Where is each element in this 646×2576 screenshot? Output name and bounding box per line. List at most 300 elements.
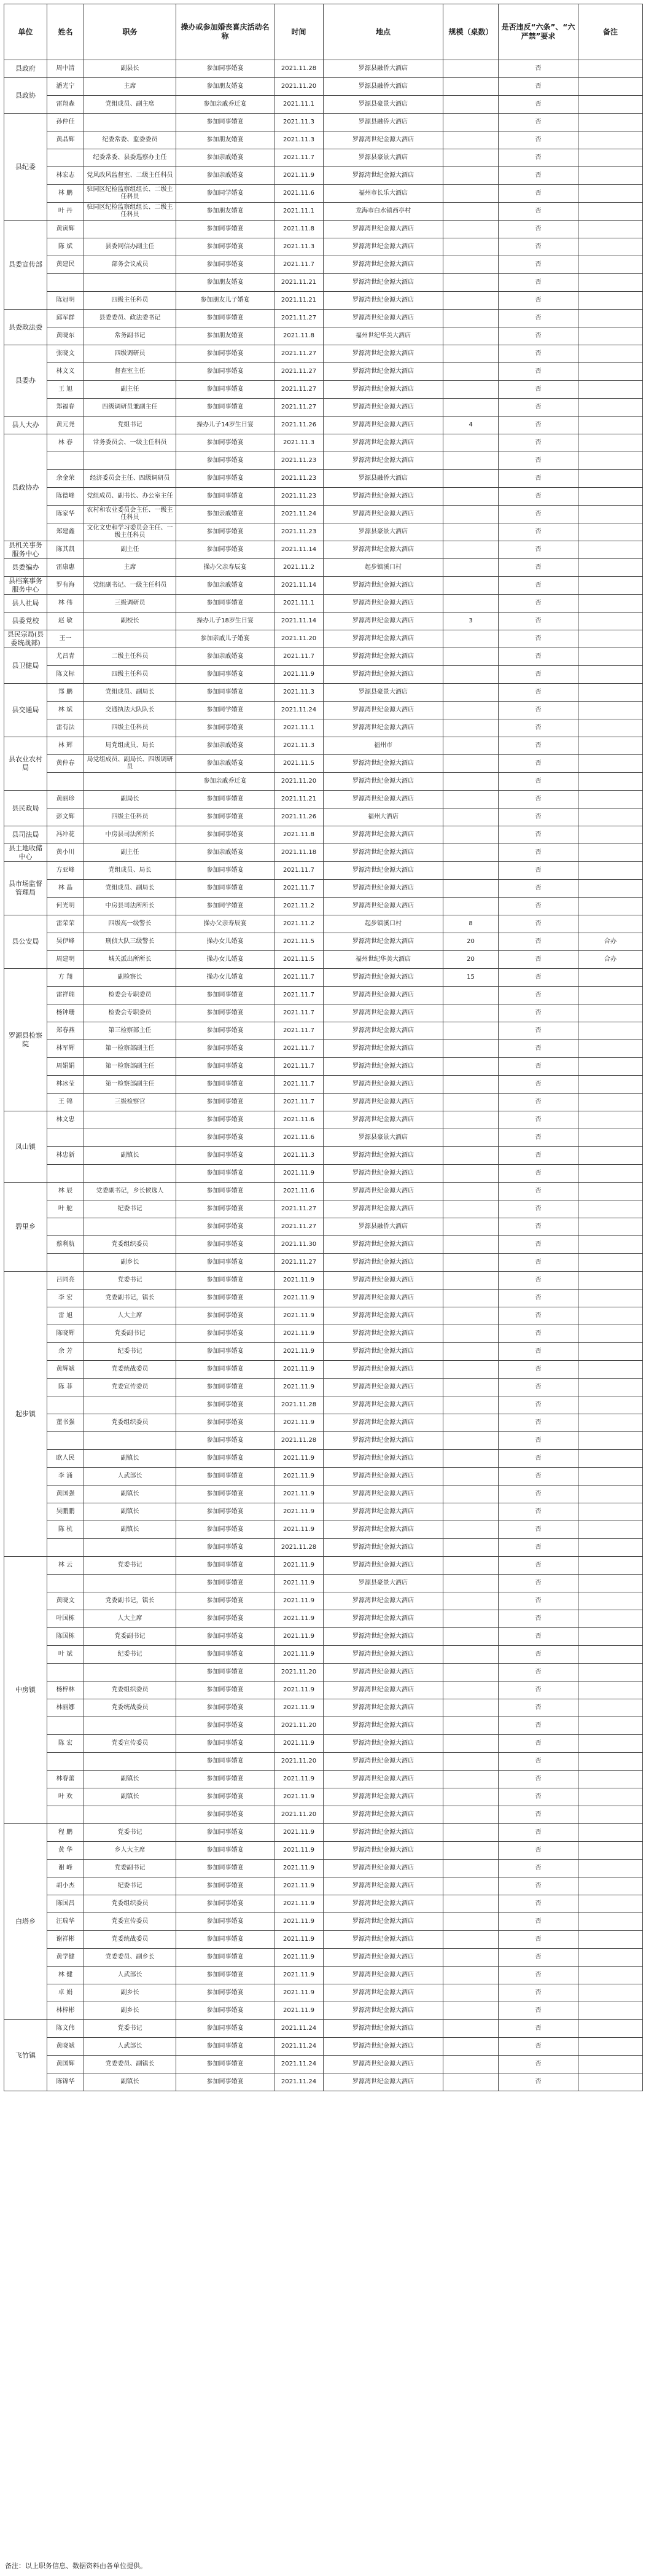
- cell-scale: [443, 1806, 499, 1824]
- cell-remark: [578, 221, 643, 238]
- cell-name: 余 芳: [47, 1343, 84, 1361]
- cell-violation: 否: [499, 1681, 578, 1699]
- cell-violation: 否: [499, 381, 578, 399]
- cell-time: 2021.11.9: [274, 1877, 324, 1895]
- cell-scale: [443, 826, 499, 844]
- cell-time: 2021.11.7: [274, 1004, 324, 1022]
- table-row: [4, 915, 643, 933]
- cell-scale: [443, 1111, 499, 1129]
- cell-place: 罗源湾世纪金源大酒店: [324, 1824, 443, 1842]
- cell-place: 罗源县融侨大酒店: [324, 470, 443, 488]
- cell-time: 2021.11.6: [274, 1111, 324, 1129]
- cell-scale: [443, 1129, 499, 1147]
- cell-scale: [443, 78, 499, 96]
- cell-time: 2021.11.24: [274, 2056, 324, 2073]
- cell-activity: 参加同事婚宴: [176, 1557, 274, 1575]
- cell-remark: [578, 185, 643, 203]
- cell-violation: 否: [499, 149, 578, 167]
- table-row: [4, 1931, 643, 1949]
- cell-position: [84, 452, 176, 470]
- cell-place: 罗源湾世纪金源大酒店: [324, 399, 443, 417]
- cell-remark: [578, 1379, 643, 1396]
- table-row: [4, 1521, 643, 1539]
- cell-time: 2021.11.26: [274, 417, 324, 434]
- cell-violation: 否: [499, 1949, 578, 1967]
- cell-violation: 否: [499, 1895, 578, 1913]
- cell-remark: [578, 417, 643, 434]
- table-row: [4, 1681, 643, 1699]
- table-row: [4, 1788, 643, 1806]
- cell-time: 2021.11.9: [274, 1307, 324, 1325]
- cell-remark: [578, 1254, 643, 1272]
- cell-activity: 参加同事婚宴: [176, 1610, 274, 1628]
- cell-violation: 否: [499, 452, 578, 470]
- cell-position: 党委书记: [84, 1824, 176, 1842]
- cell-time: 2021.11.8: [274, 826, 324, 844]
- table-row: [4, 1414, 643, 1432]
- cell-place: 罗源湾世纪金源大酒店: [324, 773, 443, 791]
- cell-remark: [578, 987, 643, 1004]
- cell-time: 2021.11.7: [274, 1058, 324, 1076]
- cell-violation: 否: [499, 114, 578, 131]
- cell-scale: [443, 185, 499, 203]
- cell-name: 林 斌: [47, 702, 84, 719]
- cell-place: 罗源湾世纪金源大酒店: [324, 1396, 443, 1414]
- cell-scale: [443, 1468, 499, 1486]
- cell-name: 黄晓文: [47, 1592, 84, 1610]
- cell-place: 福州市长乐大酒店: [324, 185, 443, 203]
- cell-scale: [443, 1877, 499, 1895]
- cell-place: 罗源湾世纪金源大酒店: [324, 719, 443, 737]
- table-row: [4, 1753, 643, 1771]
- cell-time: 2021.11.7: [274, 862, 324, 880]
- cell-place: 罗源湾世纪金源大酒店: [324, 1503, 443, 1521]
- cell-activity: 参加同事婚宴: [176, 1806, 274, 1824]
- cell-activity: 参加同事婚宴: [176, 256, 274, 274]
- cell-scale: [443, 488, 499, 506]
- cell-position: 人武部长: [84, 1967, 176, 1984]
- cell-place: 罗源湾世纪金源大酒店: [324, 630, 443, 648]
- cell-scale: [443, 577, 499, 595]
- cell-activity: 参加亲戚婚宴: [176, 755, 274, 773]
- table-row: [4, 684, 643, 702]
- cell-name: 罗有海: [47, 577, 84, 595]
- cell-activity: 参加同事婚宴: [176, 666, 274, 684]
- cell-remark: [578, 60, 643, 78]
- cell-scale: [443, 1753, 499, 1771]
- table-row: [4, 1058, 643, 1076]
- cell-violation: 否: [499, 1058, 578, 1076]
- cell-place: 罗源湾世纪金源大酒店: [324, 1842, 443, 1860]
- table-row: [4, 256, 643, 274]
- table-row: [4, 969, 643, 987]
- col-header-violation: 是否违反“六条”、“六严禁”要求: [499, 4, 578, 60]
- cell-name: 王 旭: [47, 381, 84, 399]
- cell-scale: [443, 1432, 499, 1450]
- cell-scale: [443, 238, 499, 256]
- cell-remark: [578, 203, 643, 221]
- cell-name: 谢 峰: [47, 1860, 84, 1877]
- cell-activity: 参加亲戚乔迁宴: [176, 773, 274, 791]
- cell-violation: 否: [499, 1450, 578, 1468]
- cell-remark: [578, 1681, 643, 1699]
- table-row: [4, 1913, 643, 1931]
- cell-place: 罗源湾世纪金源大酒店: [324, 1111, 443, 1129]
- cell-time: 2021.11.8: [274, 327, 324, 345]
- cell-scale: [443, 1575, 499, 1592]
- cell-time: 2021.11.5: [274, 951, 324, 969]
- cell-violation: 否: [499, 1147, 578, 1165]
- cell-remark: [578, 1664, 643, 1681]
- cell-activity: 参加同事婚宴: [176, 60, 274, 78]
- cell-violation: 否: [499, 844, 578, 862]
- cell-remark: [578, 1218, 643, 1236]
- table-row: [4, 1165, 643, 1183]
- table-row: [4, 1307, 643, 1325]
- cell-remark: [578, 791, 643, 808]
- cell-place: 罗源湾世纪金源大酒店: [324, 434, 443, 452]
- cell-remark: [578, 131, 643, 149]
- cell-violation: 否: [499, 987, 578, 1004]
- cell-place: 罗源湾世纪金源大酒店: [324, 506, 443, 523]
- cell-violation: 否: [499, 292, 578, 310]
- cell-violation: 否: [499, 880, 578, 898]
- cell-time: 2021.11.9: [274, 1557, 324, 1575]
- cell-name: 陈晓辉: [47, 1325, 84, 1343]
- cell-time: 2021.11.23: [274, 470, 324, 488]
- cell-place: 罗源湾世纪金源大酒店: [324, 1290, 443, 1307]
- cell-remark: [578, 1967, 643, 1984]
- cell-time: 2021.11.20: [274, 78, 324, 96]
- cell-violation: 否: [499, 898, 578, 915]
- cell-name: 黄国强: [47, 1486, 84, 1503]
- cell-unit: 飞竹镇: [4, 2020, 47, 2091]
- cell-activity: 参加朋友婚宴: [176, 78, 274, 96]
- cell-remark: [578, 2002, 643, 2020]
- cell-remark: [578, 1004, 643, 1022]
- table-row: [4, 791, 643, 808]
- cell-position: 三级检察官: [84, 1094, 176, 1111]
- cell-activity: 操办父亲寿辰宴: [176, 559, 274, 577]
- cell-name: [47, 1664, 84, 1681]
- cell-activity: 参加同事婚宴: [176, 363, 274, 381]
- cell-remark: [578, 773, 643, 791]
- cell-place: 罗源湾世纪金源大酒店: [324, 1307, 443, 1325]
- cell-scale: [443, 648, 499, 666]
- cell-position: 副校长: [84, 613, 176, 630]
- cell-remark: [578, 1860, 643, 1877]
- cell-place: 罗源湾世纪金源大酒店: [324, 1895, 443, 1913]
- cell-name: [47, 1753, 84, 1771]
- cell-place: 罗源湾世纪金源大酒店: [324, 1094, 443, 1111]
- cell-activity: 参加同事婚宴: [176, 381, 274, 399]
- cell-remark: [578, 1147, 643, 1165]
- cell-activity: 参加同事婚宴: [176, 1860, 274, 1877]
- cell-violation: 否: [499, 559, 578, 577]
- cell-name: 黄晓斌: [47, 2038, 84, 2056]
- cell-activity: 参加同事婚宴: [176, 1111, 274, 1129]
- cell-scale: [443, 2056, 499, 2073]
- cell-time: 2021.11.9: [274, 2002, 324, 2020]
- table-row: [4, 1361, 643, 1379]
- cell-scale: [443, 755, 499, 773]
- table-row: [4, 648, 643, 666]
- cell-position: 副镇长: [84, 1788, 176, 1806]
- cell-position: 副镇长: [84, 1147, 176, 1165]
- cell-violation: 否: [499, 1753, 578, 1771]
- cell-position: 党组副书记、一级主任科员: [84, 577, 176, 595]
- cell-name: 林军辉: [47, 1040, 84, 1058]
- cell-name: 卓 娟: [47, 1984, 84, 2002]
- cell-time: 2021.11.27: [274, 363, 324, 381]
- cell-time: 2021.11.9: [274, 1486, 324, 1503]
- col-header-time: 时间: [274, 4, 324, 60]
- cell-unit: 县委宣传部: [4, 221, 47, 310]
- cell-position: 部务会议成员: [84, 256, 176, 274]
- cell-place: 罗源湾世纪金源大酒店: [324, 1699, 443, 1717]
- cell-activity: 参加同事婚宴: [176, 1414, 274, 1432]
- cell-position: 常务副书记: [84, 327, 176, 345]
- cell-scale: [443, 1860, 499, 1877]
- cell-remark: [578, 1557, 643, 1575]
- cell-violation: 否: [499, 541, 578, 559]
- cell-place: 罗源湾世纪金源大酒店: [324, 987, 443, 1004]
- cell-time: 2021.11.1: [274, 719, 324, 737]
- cell-violation: 否: [499, 1486, 578, 1503]
- cell-activity: 参加同事婚宴: [176, 221, 274, 238]
- cell-unit: 白塔乡: [4, 1824, 47, 2020]
- table-row: [4, 131, 643, 149]
- table-row: [4, 1218, 643, 1236]
- cell-name: 冯冲花: [47, 826, 84, 844]
- cell-remark: [578, 844, 643, 862]
- cell-place: 罗源湾世纪金源大酒店: [324, 1877, 443, 1895]
- cell-unit: 县民政局: [4, 791, 47, 826]
- cell-position: 督查室主任: [84, 363, 176, 381]
- cell-place: 罗源湾世纪金源大酒店: [324, 1521, 443, 1539]
- cell-remark: [578, 1913, 643, 1931]
- cell-violation: 否: [499, 1468, 578, 1486]
- cell-scale: [443, 2073, 499, 2091]
- cell-violation: 否: [499, 773, 578, 791]
- cell-scale: [443, 1183, 499, 1200]
- cell-position: [84, 1575, 176, 1592]
- cell-unit: 县委办: [4, 345, 47, 417]
- cell-scale: [443, 131, 499, 149]
- cell-violation: 否: [499, 131, 578, 149]
- cell-activity: 参加亲戚婚宴: [176, 844, 274, 862]
- cell-name: 黄学健: [47, 1949, 84, 1967]
- cell-position: [84, 1129, 176, 1147]
- cell-time: 2021.11.28: [274, 60, 324, 78]
- cell-remark: [578, 399, 643, 417]
- cell-position: 副乡长: [84, 1984, 176, 2002]
- cell-place: 罗源湾世纪金源大酒店: [324, 880, 443, 898]
- cell-violation: 否: [499, 1040, 578, 1058]
- cell-position: 副县长: [84, 60, 176, 78]
- cell-time: 2021.11.9: [274, 1379, 324, 1396]
- table-row: [4, 1949, 643, 1967]
- cell-scale: [443, 702, 499, 719]
- cell-time: 2021.11.7: [274, 1022, 324, 1040]
- col-header-activity: 操办或参加婚丧喜庆活动名称: [176, 4, 274, 60]
- cell-position: 党委委员、副镇长: [84, 2056, 176, 2073]
- cell-activity: 参加同事婚宴: [176, 987, 274, 1004]
- cell-place: 罗源湾世纪金源大酒店: [324, 1646, 443, 1664]
- cell-position: 纪委常委、县委巡察办主任: [84, 149, 176, 167]
- cell-violation: 否: [499, 1610, 578, 1628]
- cell-scale: [443, 1076, 499, 1094]
- cell-violation: 否: [499, 933, 578, 951]
- cell-position: 检委会专职委员: [84, 1004, 176, 1022]
- cell-position: 党委组织委员: [84, 1236, 176, 1254]
- cell-scale: [443, 1771, 499, 1788]
- cell-violation: 否: [499, 1984, 578, 2002]
- cell-scale: [443, 114, 499, 131]
- cell-scale: [443, 1254, 499, 1272]
- cell-time: 2021.11.9: [274, 1325, 324, 1343]
- cell-name: 邱军群: [47, 310, 84, 327]
- cell-name: [47, 1218, 84, 1236]
- cell-name: 林 辰: [47, 1183, 84, 1200]
- cell-remark: [578, 1040, 643, 1058]
- table-row: [4, 506, 643, 523]
- cell-time: 2021.11.9: [274, 1949, 324, 1967]
- table-row: [4, 381, 643, 399]
- table-row: [4, 987, 643, 1004]
- cell-name: 林 晶: [47, 880, 84, 898]
- cell-remark: [578, 96, 643, 114]
- cell-violation: 否: [499, 523, 578, 541]
- cell-activity: 参加同事婚宴: [176, 470, 274, 488]
- cell-place: 罗源湾世纪金源大酒店: [324, 1557, 443, 1575]
- cell-scale: [443, 880, 499, 898]
- cell-activity: 参加同事婚宴: [176, 1058, 274, 1076]
- cell-violation: 否: [499, 203, 578, 221]
- cell-position: 刑侦大队三级警长: [84, 933, 176, 951]
- cell-activity: 参加同事婚宴: [176, 399, 274, 417]
- cell-activity: 参加同学婚宴: [176, 898, 274, 915]
- declaration-sheet: [4, 4, 642, 2570]
- cell-unit: 县人社局: [4, 595, 47, 613]
- cell-position: 经济委员会主任、四级调研员: [84, 470, 176, 488]
- cell-scale: [443, 1735, 499, 1753]
- table-row: [4, 238, 643, 256]
- cell-scale: [443, 1610, 499, 1628]
- cell-position: [84, 1111, 176, 1129]
- cell-position: 纪委书记: [84, 1343, 176, 1361]
- cell-activity: 参加同事婚宴: [176, 523, 274, 541]
- cell-position: 中房县司法所所长: [84, 826, 176, 844]
- cell-scale: [443, 2038, 499, 2056]
- cell-position: 人武部长: [84, 1468, 176, 1486]
- cell-activity: 参加同事婚宴: [176, 1165, 274, 1183]
- cell-remark: [578, 1610, 643, 1628]
- cell-scale: [443, 523, 499, 541]
- cell-unit: 县卫健局: [4, 648, 47, 684]
- cell-violation: 否: [499, 221, 578, 238]
- table-row: [4, 78, 643, 96]
- cell-position: 第一检察部副主任: [84, 1058, 176, 1076]
- cell-name: 雷康惠: [47, 559, 84, 577]
- cell-place: 罗源湾世纪金源大酒店: [324, 1414, 443, 1432]
- cell-activity: 参加同事婚宴: [176, 541, 274, 559]
- cell-name: 陈文标: [47, 666, 84, 684]
- table-row: [4, 666, 643, 684]
- cell-place: 罗源湾世纪金源大酒店: [324, 1931, 443, 1949]
- cell-position: 党委委员、副乡长: [84, 1949, 176, 1967]
- cell-name: [47, 1396, 84, 1414]
- table-row: [4, 1183, 643, 1200]
- cell-position: 副检察长: [84, 969, 176, 987]
- cell-time: 2021.11.20: [274, 773, 324, 791]
- cell-remark: [578, 1735, 643, 1753]
- cell-activity: 参加同事婚宴: [176, 1681, 274, 1699]
- table-row: [4, 203, 643, 221]
- cell-remark: [578, 1575, 643, 1592]
- cell-name: 郑福春: [47, 399, 84, 417]
- cell-remark: [578, 1094, 643, 1111]
- cell-scale: [443, 327, 499, 345]
- cell-place: 罗源湾世纪金源大酒店: [324, 274, 443, 292]
- cell-violation: 否: [499, 1396, 578, 1414]
- cell-remark: [578, 238, 643, 256]
- cell-place: 罗源湾世纪金源大酒店: [324, 1984, 443, 2002]
- cell-name: 杨钟珊: [47, 1004, 84, 1022]
- cell-remark: [578, 434, 643, 452]
- cell-scale: [443, 256, 499, 274]
- cell-activity: 参加同事婚宴: [176, 1717, 274, 1735]
- cell-violation: 否: [499, 2056, 578, 2073]
- cell-name: 郑春燕: [47, 1022, 84, 1040]
- cell-position: 纪委常委、监委委员: [84, 131, 176, 149]
- cell-name: 陈锦华: [47, 2073, 84, 2091]
- cell-position: 第一检察部副主任: [84, 1076, 176, 1094]
- cell-name: 方 翔: [47, 969, 84, 987]
- cell-position: 二级主任科员: [84, 648, 176, 666]
- cell-position: 副镇长: [84, 1503, 176, 1521]
- cell-activity: 参加亲戚婚宴: [176, 737, 274, 755]
- cell-violation: 否: [499, 2038, 578, 2056]
- table-row: [4, 1646, 643, 1664]
- cell-place: 罗源湾世纪金源大酒店: [324, 2002, 443, 2020]
- cell-violation: 否: [499, 1503, 578, 1521]
- cell-position: [84, 114, 176, 131]
- cell-name: 黄寅辉: [47, 221, 84, 238]
- cell-activity: 参加同事婚宴: [176, 1450, 274, 1468]
- cell-remark: [578, 345, 643, 363]
- cell-violation: 否: [499, 1325, 578, 1343]
- cell-time: 2021.11.9: [274, 1414, 324, 1432]
- cell-violation: 否: [499, 951, 578, 969]
- cell-place: 罗源湾世纪金源大酒店: [324, 1254, 443, 1272]
- cell-activity: 参加同事婚宴: [176, 1646, 274, 1664]
- cell-violation: 否: [499, 1343, 578, 1361]
- cell-remark: [578, 149, 643, 167]
- table-row: [4, 1984, 643, 2002]
- cell-scale: [443, 862, 499, 880]
- cell-activity: 参加同事婚宴: [176, 862, 274, 880]
- cell-place: 福州大酒店: [324, 808, 443, 826]
- cell-scale: [443, 1592, 499, 1610]
- cell-remark: [578, 1788, 643, 1806]
- cell-place: 罗源湾世纪金源大酒店: [324, 969, 443, 987]
- cell-time: 2021.11.20: [274, 630, 324, 648]
- table-row: [4, 595, 643, 613]
- cell-activity: 参加同事婚宴: [176, 1486, 274, 1503]
- cell-place: 罗源湾世纪金源大酒店: [324, 345, 443, 363]
- cell-activity: 操办儿子14岁生日宴: [176, 417, 274, 434]
